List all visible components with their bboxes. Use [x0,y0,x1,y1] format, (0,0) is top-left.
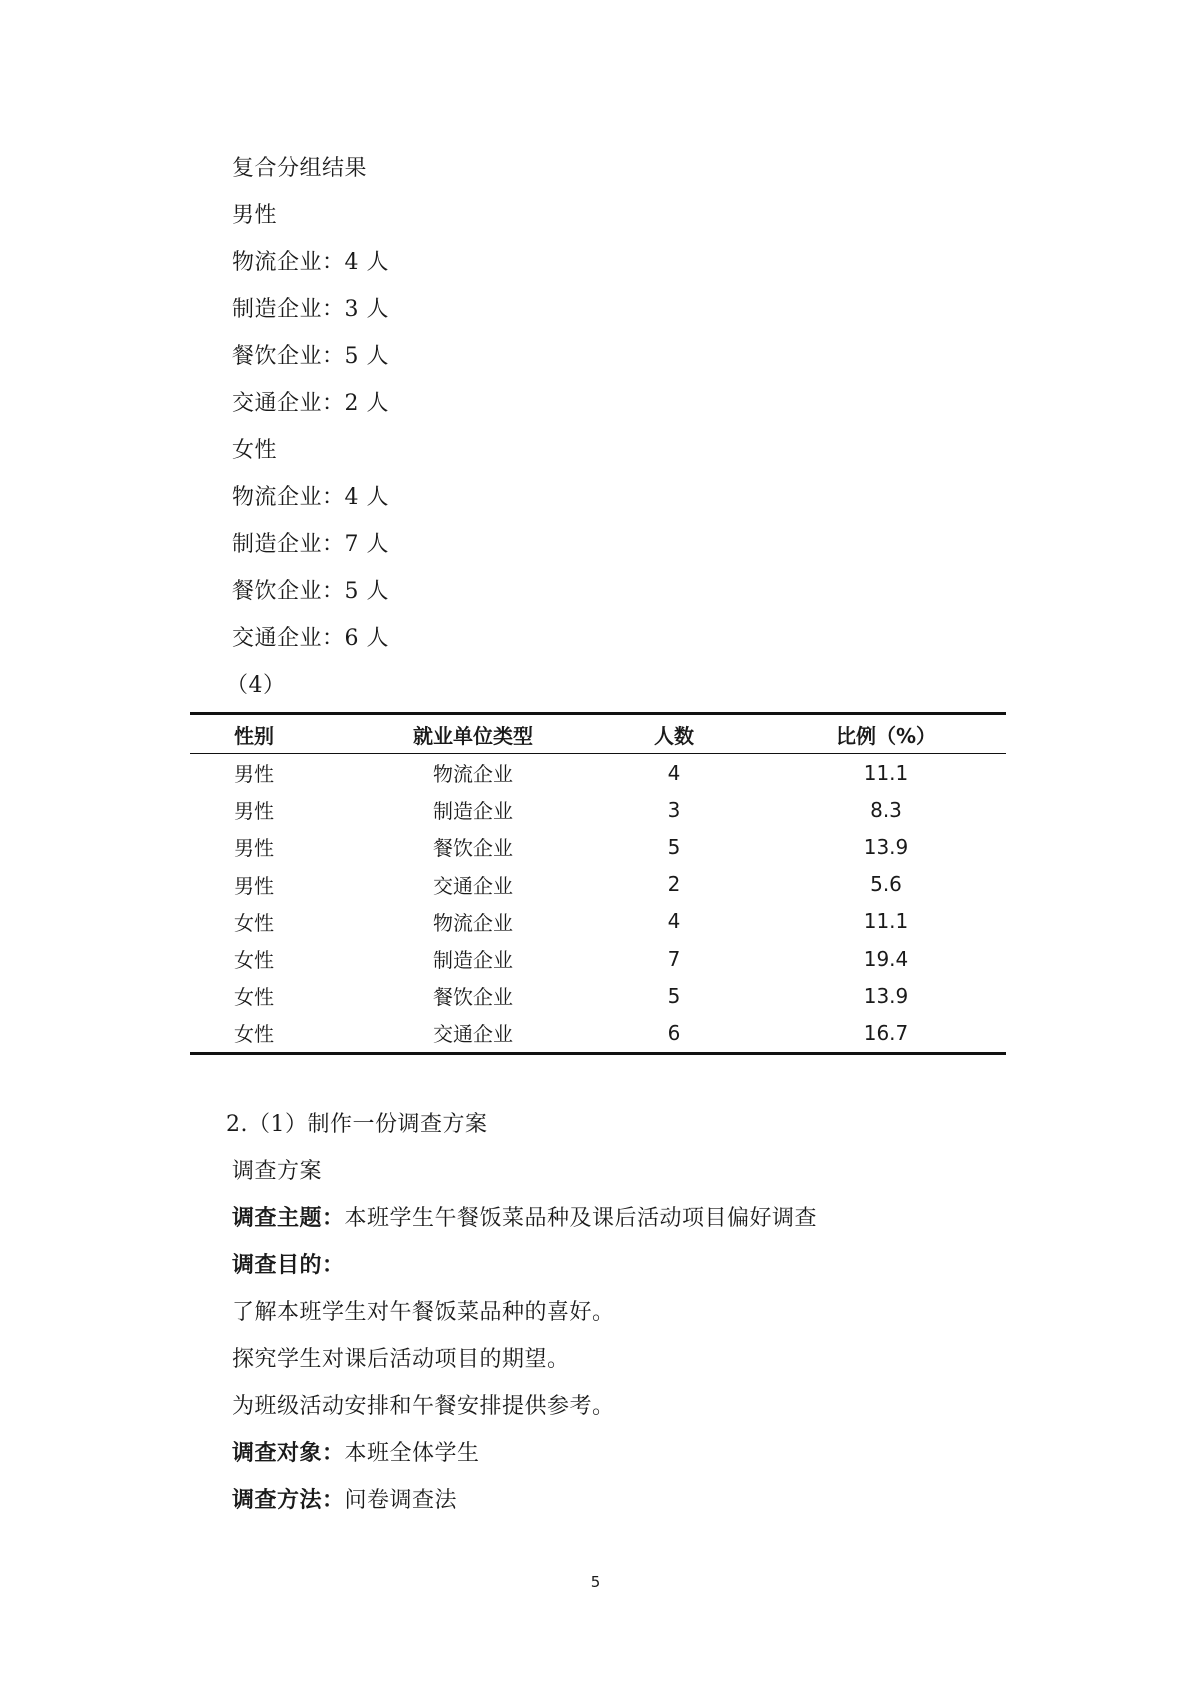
male-label: 男性 [232,203,278,228]
task-heading: 2.（1）制作一份调查方案 [226,1112,488,1137]
cell-ratio: 11.1 [863,760,909,785]
header-count: 人数 [654,723,694,748]
page-number: 5 [590,1573,601,1591]
header-ratio: 比例（%） [835,723,937,748]
object-line [232,1439,480,1469]
plan-title: 调查方案 [232,1159,323,1184]
cell-count: 7 [667,946,681,971]
cell-count: 4 [667,760,681,785]
cell-gender: 男性 [234,762,274,787]
cell-gender: 女性 [234,910,274,935]
female-label: 女性 [232,438,278,463]
cell-employer-type: 交通企业 [433,1022,513,1047]
cell-employer-type: 餐饮企业 [433,985,513,1010]
cell-employer-type: 制造企业 [433,799,513,824]
table-row [190,903,1006,940]
table-row [190,754,1006,792]
method-line [232,1486,457,1516]
theme-value: 本班学生午餐饭菜品种及课后活动项目偏好调查 [344,1206,818,1231]
female-item: 物流企业：4 人 [232,485,389,510]
male-item: 制造企业：3 人 [232,297,389,322]
purpose-item: 为班级活动安排和午餐安排提供参考。 [232,1394,615,1419]
method-value: 问卷调查法 [344,1488,458,1513]
section-heading: 复合分组结果 [232,156,368,181]
header-employer-type: 就业单位类型 [413,723,533,748]
cell-count: 5 [667,983,681,1008]
purpose-label: 调查目的： [232,1253,345,1278]
cell-gender: 女性 [234,1022,274,1047]
cell-ratio: 13.9 [863,983,909,1008]
cell-count: 4 [667,909,681,934]
table-row [190,828,1006,865]
cell-gender: 男性 [234,873,274,898]
male-item: 交通企业：2 人 [232,391,389,416]
cell-gender: 女性 [234,948,274,973]
cell-employer-type: 餐饮企业 [433,836,513,861]
sub-number: （4） [226,673,286,698]
male-item: 物流企业：4 人 [232,250,389,275]
female-item: 餐饮企业：5 人 [232,579,389,604]
cell-ratio: 16.7 [863,1020,909,1045]
cell-ratio: 8.3 [870,797,902,822]
cell-ratio: 13.9 [863,834,909,859]
table-row [190,791,1006,828]
purpose-item: 了解本班学生对午餐饭菜品种的喜好。 [232,1300,615,1325]
results-table-wrapper [190,712,1006,1055]
table-row [190,940,1006,977]
cell-ratio: 11.1 [863,909,909,934]
results-table [190,712,1006,1055]
table-row [190,977,1006,1014]
theme-label: 调查主题： [232,1206,345,1231]
cell-employer-type: 制造企业 [433,948,513,973]
cell-gender: 女性 [234,985,274,1010]
header-gender: 性别 [234,723,274,748]
table-row [190,1014,1006,1053]
cell-employer-type: 交通企业 [433,873,513,898]
table-header-row [190,714,1006,754]
cell-gender: 男性 [234,799,274,824]
cell-count: 5 [667,834,681,859]
object-label: 调查对象： [232,1441,345,1466]
method-label: 调查方法： [232,1488,345,1513]
male-item: 餐饮企业：5 人 [232,344,389,369]
cell-gender: 男性 [234,836,274,861]
cell-count: 6 [667,1020,681,1045]
female-item: 交通企业：6 人 [232,626,389,651]
cell-count: 3 [667,797,681,822]
purpose-item: 探究学生对课后活动项目的期望。 [232,1347,570,1372]
theme-line [232,1204,817,1234]
cell-employer-type: 物流企业 [433,762,513,787]
cell-ratio: 5.6 [870,872,902,897]
table-row [190,866,1006,903]
cell-ratio: 19.4 [863,946,909,971]
cell-count: 2 [667,872,681,897]
cell-employer-type: 物流企业 [433,910,513,935]
female-item: 制造企业：7 人 [232,532,389,557]
object-value: 本班全体学生 [344,1441,480,1466]
